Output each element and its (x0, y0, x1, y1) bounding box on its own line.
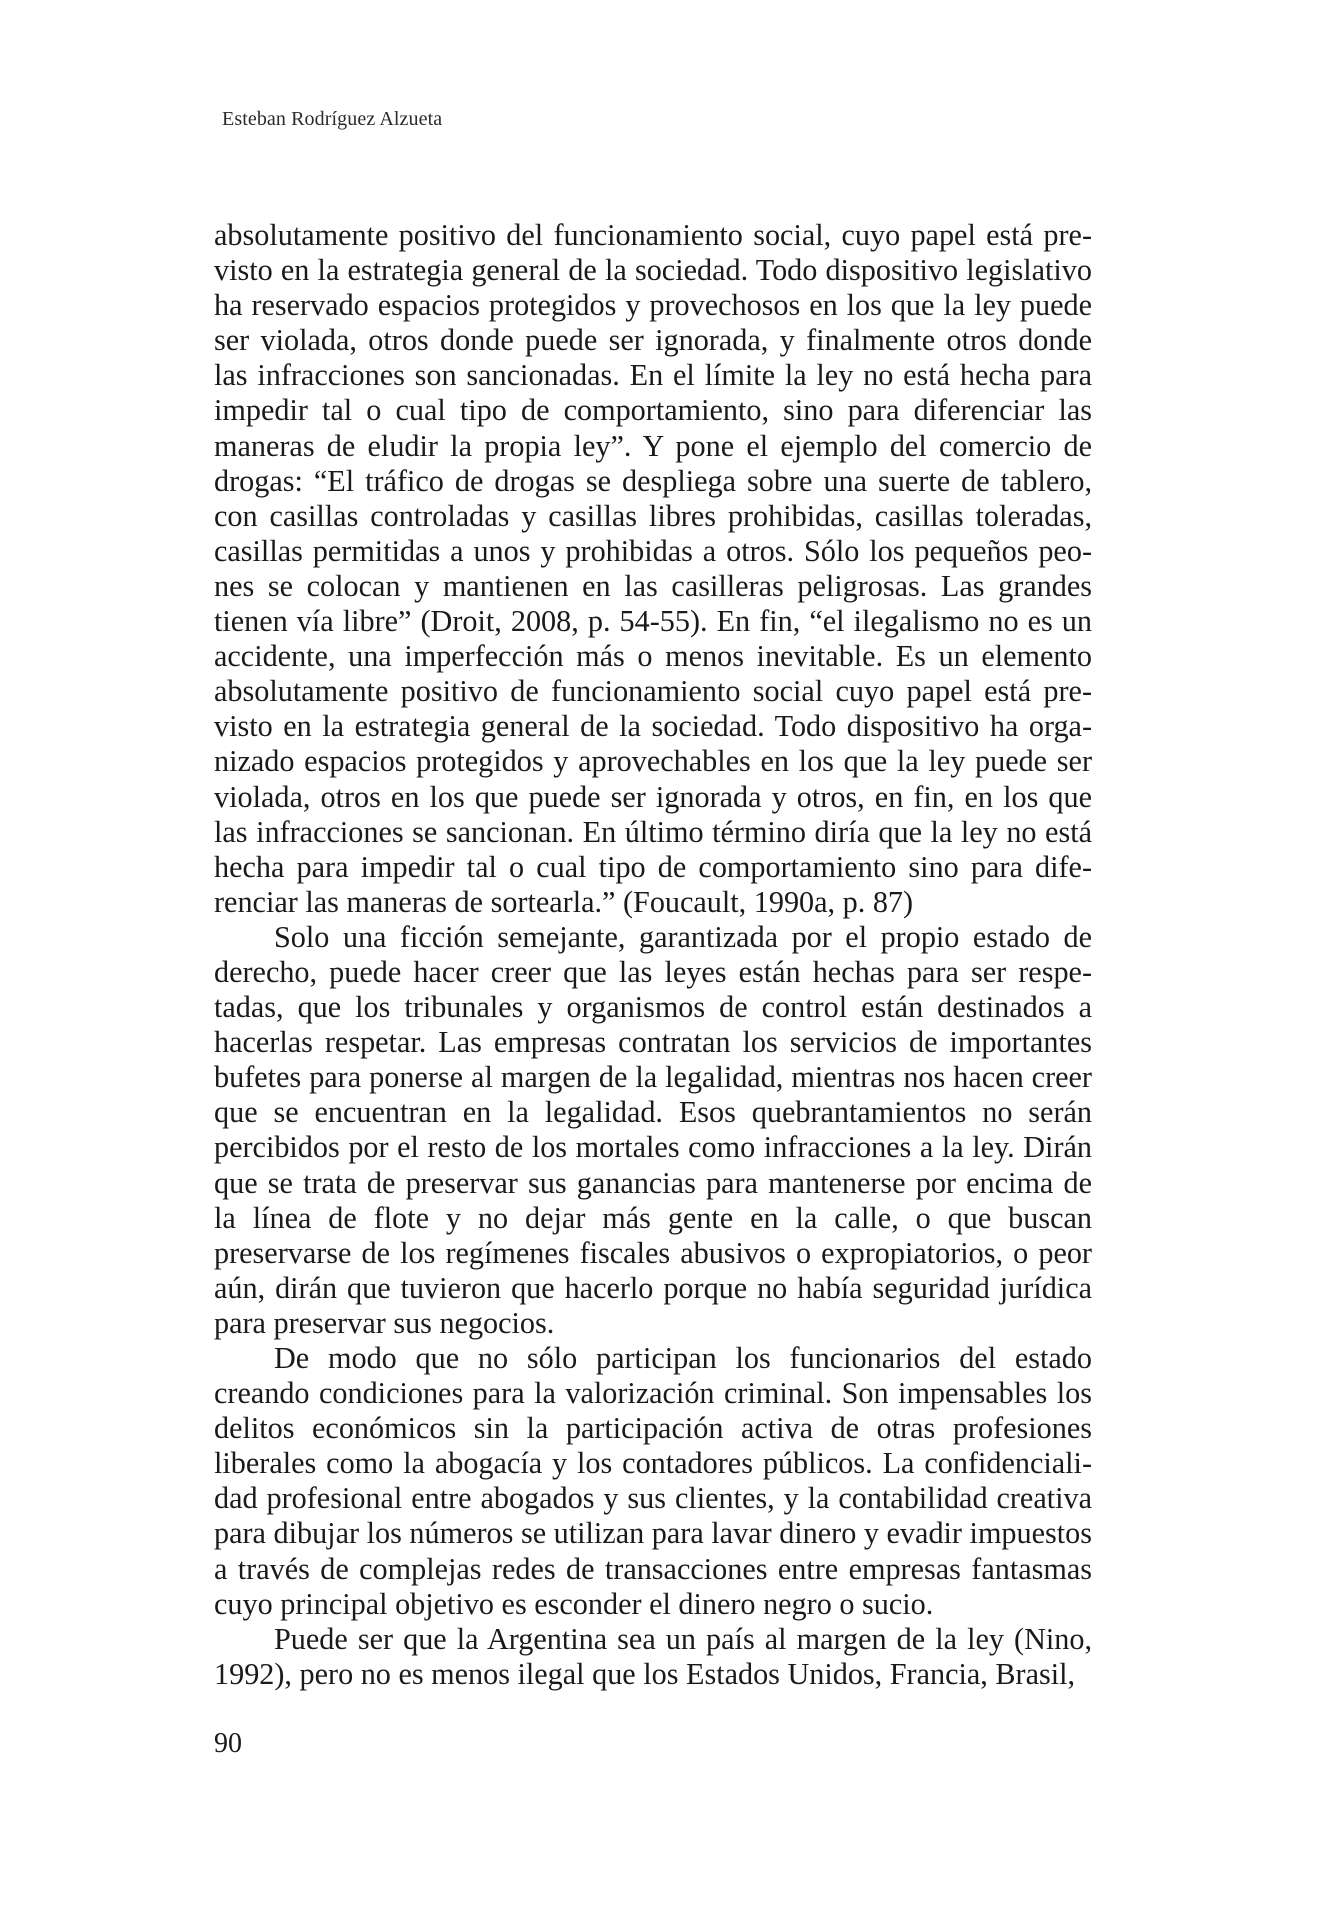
paragraph-2: Solo una ficción semejante, garantizada por el propio estado de derecho, puede hacer creer que las leyes están hechas para ser respetadas, que los tribunales y organismos de control están destinados a hacerlas respetar. Las empresas contratan los servicios de importantes bufetes para ponerse al margen de la legalidad, mientras nos hacen creer que se encuentran en la legalidad. Esos quebrantamientos no serán percibidos por el resto de los mortales como infracciones a la ley. Dirán que se trata de preservar sus ganancias para mantenerse por encima de la línea de flote y no dejar más gente en la calle, o que buscan preservarse de los regímenes fiscales abusivos o expropiatorios, o peor aún, dirán que tuvieron que hacerlo porque no había seguridad jurídica para preservar sus negocios. (214, 919, 1092, 1340)
body-text (214, 218, 1092, 1692)
page-number: 90 (214, 1728, 242, 1759)
paragraph-4: Puede ser que la Argentina sea un país al margen de la ley (Nino, 1992), pero no es menos ilegal que los Estados Unidos, Francia, Brasil, (214, 1621, 1092, 1691)
paragraph-3: De modo que no sólo participan los funcionarios del estado creando condiciones para la valorización criminal. Son impensables los delitos económicos sin la participación activa de otras profesiones liberales como la abogacía y los contadores públicos. La confidencialidad profesional entre abogados y sus clientes, y la contabilidad creativa para dibujar los números se utilizan para lavar dinero y evadir impuestos a través de complejas redes de transacciones entre empresas fantasmas cuyo principal objetivo es esconder el dinero negro o sucio. (214, 1341, 1092, 1621)
paragraph-1: absolutamente positivo del funcionamiento social, cuyo papel está previsto en la estrategia general de la sociedad. Todo dispositivo legislativo ha reservado espacios protegidos y provechosos en los que la ley puede ser violada, otros donde puede ser ignorada, y finalmente otros donde las infracciones son sancionadas. En el límite la ley no está hecha para impedir tal o cual tipo de comportamiento, sino para diferenciar las maneras de eludir la propia ley”. Y pone el ejemplo del comercio de drogas: “El tráfico de drogas se despliega sobre una suerte de tablero, con casillas controladas y casillas libres prohibidas, casillas toleradas, casillas permitidas a unos y prohibidas a otros. Sólo los pequeños peones se colocan y mantienen en las casilleras peligrosas. Las grandes tienen vía libre” (Droit, 2008, p. 54-55). En fin, “el ilegalismo no es un accidente, una imperfección más o menos inevitable. Es un elemento absolutamente positivo de funcionamiento social cuyo papel está previsto en la estrategia general de la sociedad. Todo dispositivo ha organizado espacios protegidos y aprovechables en los que la ley puede ser violada, otros en los que puede ser ignorada y otros, en fin, en los que las infracciones se sancionan. En último término diría que la ley no está hecha para impedir tal o cual tipo de comportamiento sino para diferenciar las maneras de sortearla.” (Foucault, 1990a, p. 87) (214, 218, 1092, 919)
running-header-author: Esteban Rodríguez Alzueta (222, 108, 443, 130)
